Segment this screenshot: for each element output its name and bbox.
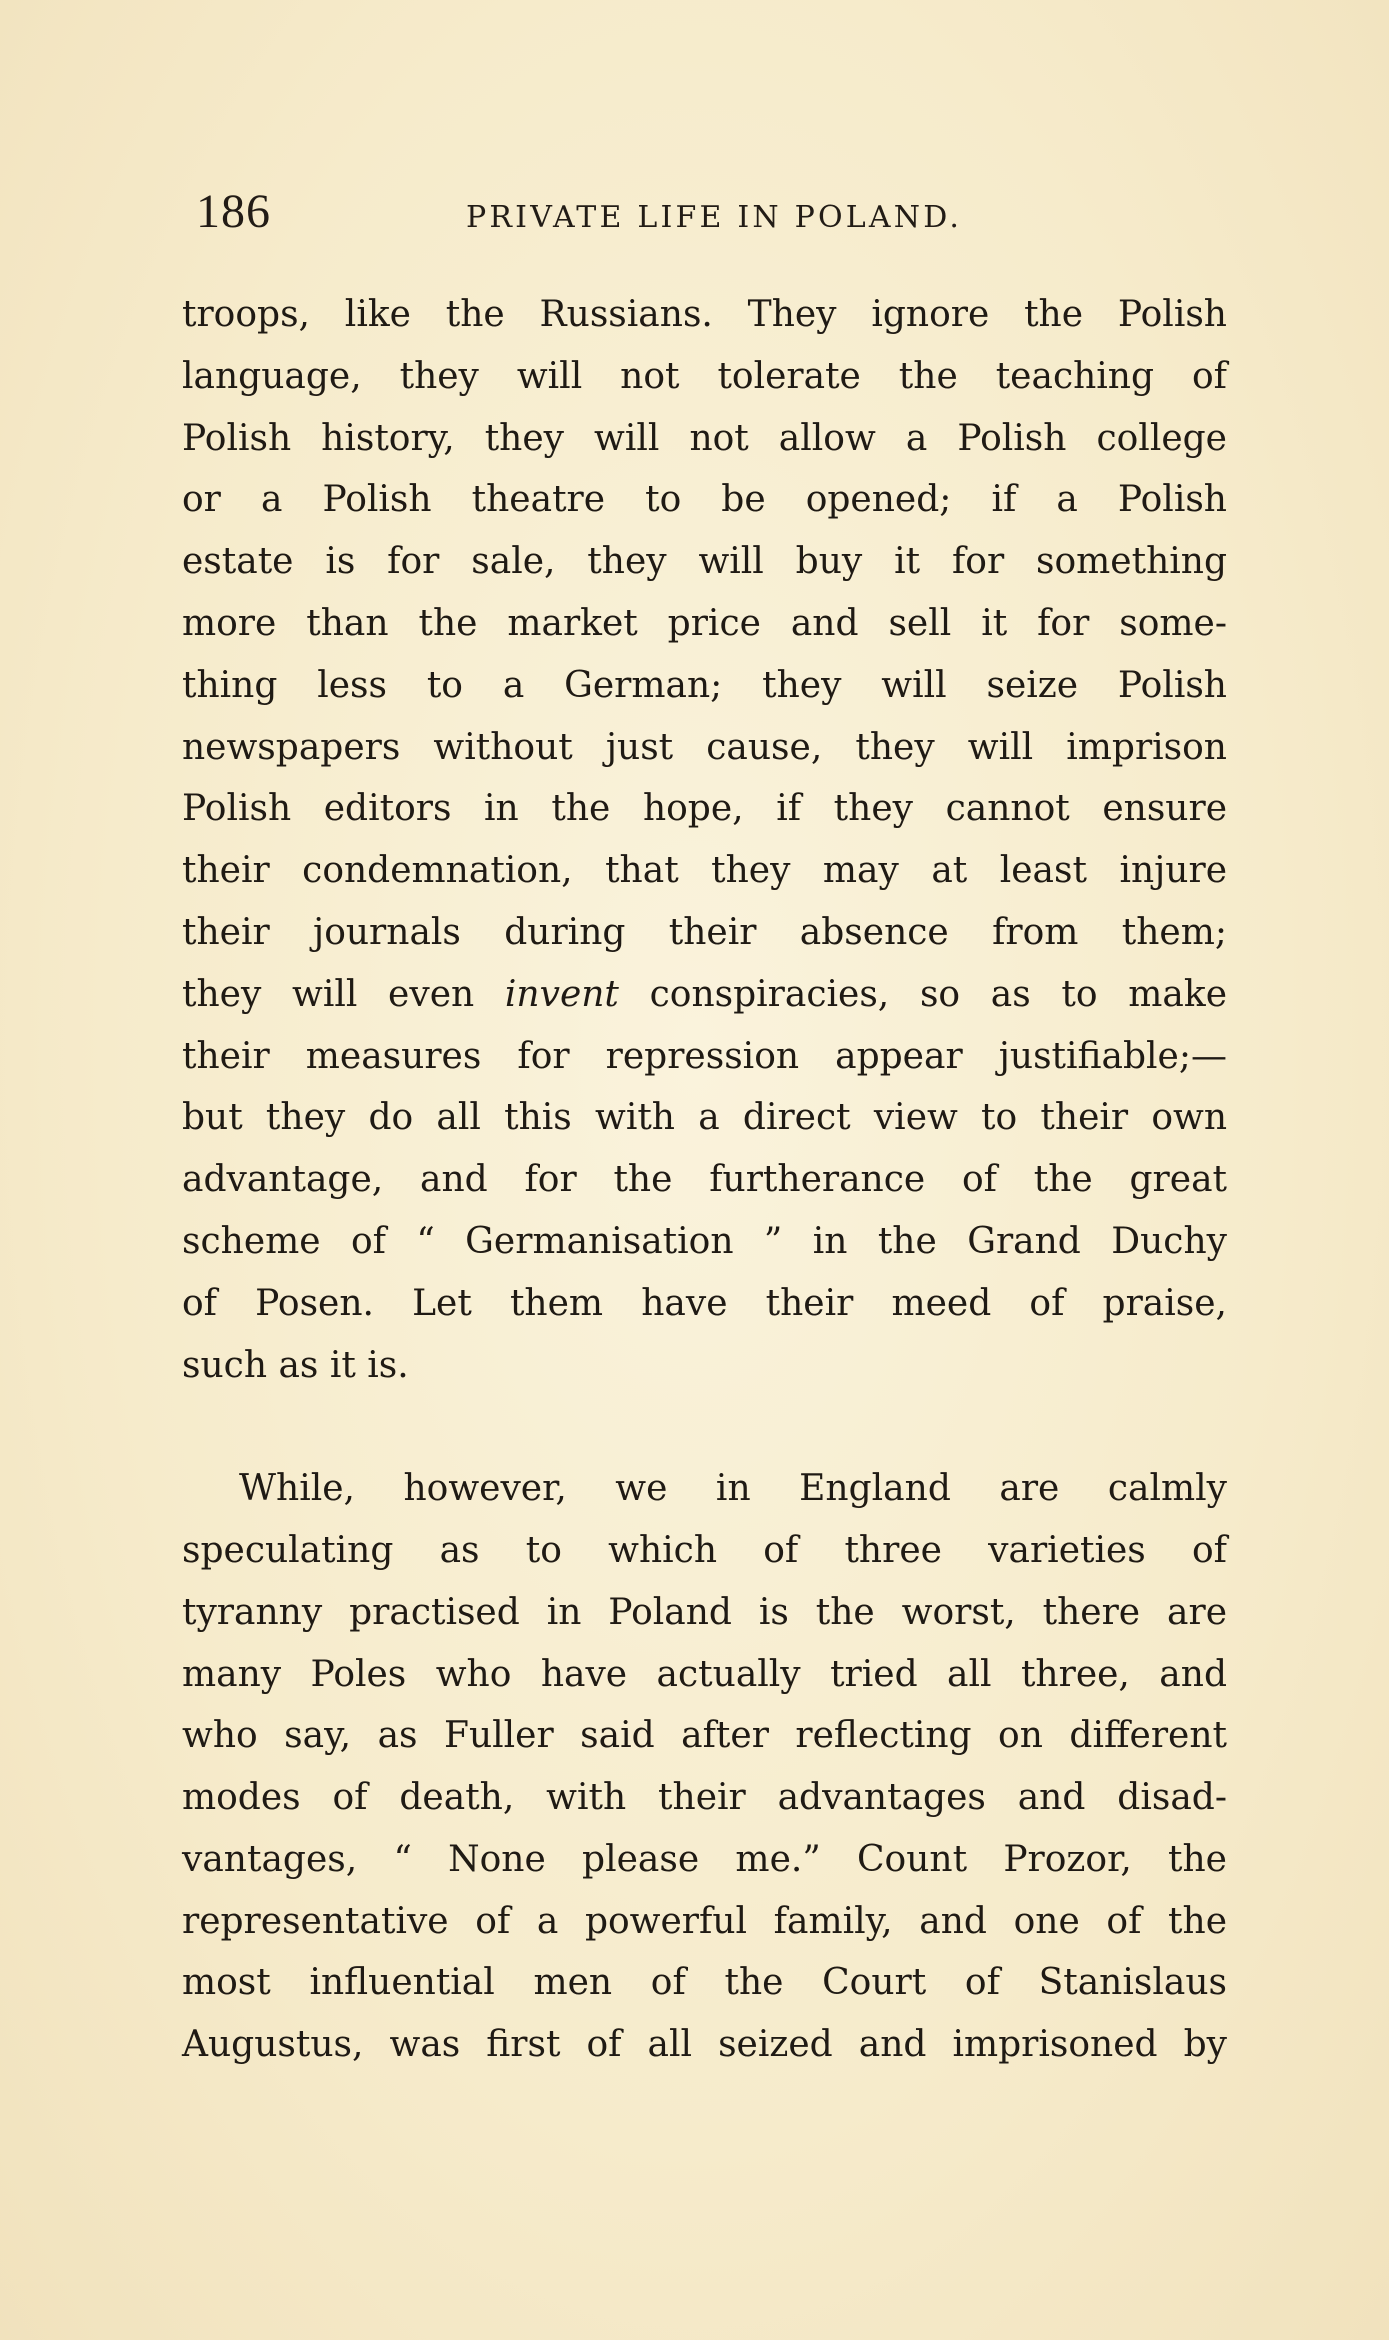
text-line: Polish editors in the hope, if they cannot ensure <box>182 788 1227 829</box>
text-line: tyranny practised in Poland is the worst, there are <box>182 1592 1227 1633</box>
text-line: of Posen. Let them have their meed of praise, <box>182 1283 1227 1324</box>
text-segment: they will even <box>182 974 505 1015</box>
text-line: troops, like the Russians. They ignore the Polish <box>182 294 1227 335</box>
text-line: their condemnation, that they may at least injure <box>182 850 1227 891</box>
text-line: advantage, and for the furtherance of the great <box>182 1159 1227 1200</box>
text-line: language, they will not tolerate the teaching of <box>182 356 1227 397</box>
text-line: more than the market price and sell it for some- <box>182 603 1227 644</box>
text-line: speculating as to which of three varieties of <box>182 1530 1227 1571</box>
text-line <box>182 973 1227 1017</box>
text-line: While, however, we in England are calmly <box>239 1468 1227 1509</box>
text-line: representative of a powerful family, and one of the <box>182 1901 1227 1942</box>
text-line: vantages, “ None please me.” Count Prozor, the <box>182 1839 1227 1880</box>
text-line: many Poles who have actually tried all three, and <box>182 1654 1227 1695</box>
page-number: 186 <box>196 185 271 238</box>
text-line: but they do all this with a direct view to their own <box>182 1097 1227 1138</box>
text-line: their journals during their absence from them; <box>182 912 1227 953</box>
text-line: or a Polish theatre to be opened; if a Polish <box>182 479 1227 520</box>
text-line: such as it is. <box>182 1345 409 1386</box>
text-line: scheme of “ Germanisation ” in the Grand Duchy <box>182 1221 1227 1262</box>
text-segment: conspiracies, so as to make <box>618 974 1227 1015</box>
text-line: Augustus, was first of all seized and imprisoned by <box>182 2024 1227 2065</box>
text-line: newspapers without just cause, they will imprison <box>182 727 1227 768</box>
running-title: PRIVATE LIFE IN POLAND. <box>466 200 963 235</box>
text-line: estate is for sale, they will buy it for something <box>182 541 1227 582</box>
text-line: modes of death, with their advantages and disad- <box>182 1777 1227 1818</box>
italic-word: invent <box>504 974 619 1015</box>
text-line: their measures for repression appear justifiable;— <box>182 1036 1227 1077</box>
text-line: most influential men of the Court of Stanislaus <box>182 1962 1227 2003</box>
text-line: thing less to a German; they will seize Polish <box>182 665 1227 706</box>
text-line: who say, as Fuller said after reflecting on different <box>182 1715 1227 1756</box>
text-line: Polish history, they will not allow a Polish college <box>182 418 1227 459</box>
